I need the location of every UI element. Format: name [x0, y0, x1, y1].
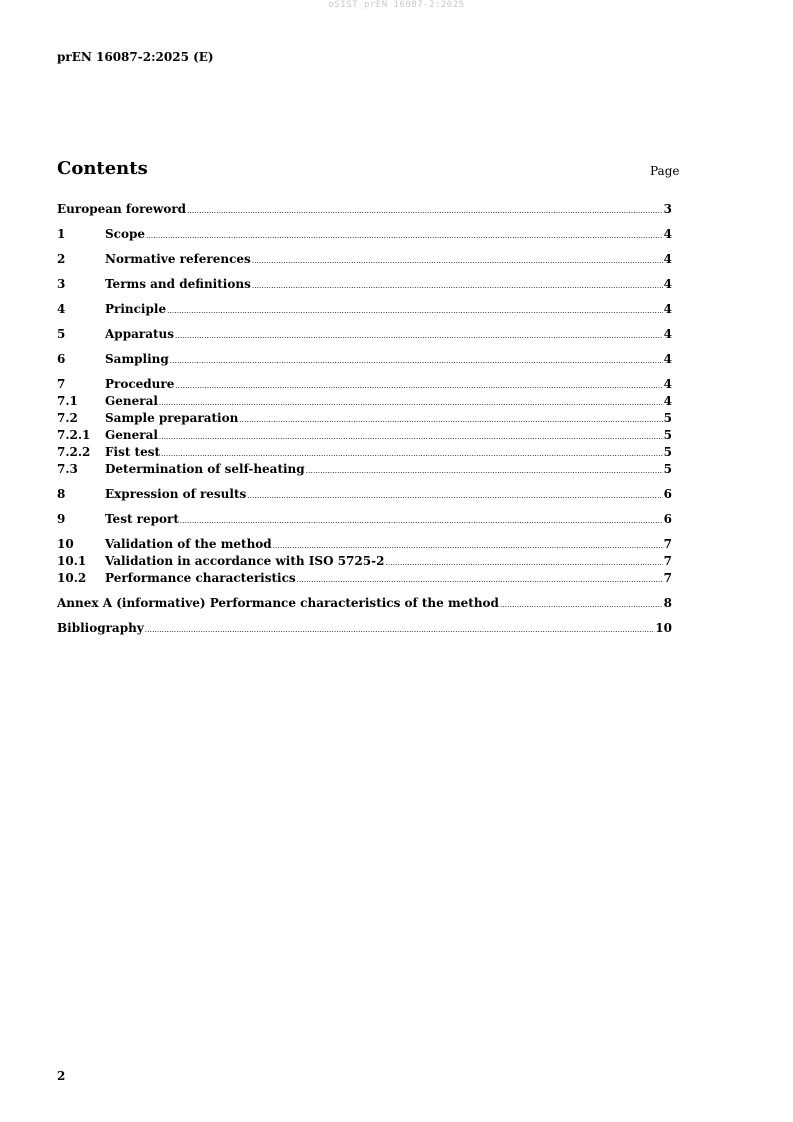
- toc-entry-page: 4: [663, 302, 672, 316]
- toc-entry-number: 7.3: [57, 462, 78, 476]
- toc-entry-number: 10.2: [57, 571, 87, 585]
- toc-entry-page: 5: [663, 411, 672, 425]
- toc-entry[interactable]: [57, 570, 672, 587]
- toc-entry[interactable]: [57, 536, 672, 553]
- toc-entry-page: 4: [663, 277, 672, 291]
- toc-entry[interactable]: [57, 620, 672, 637]
- toc-entry-title: Validation of the method: [105, 537, 272, 551]
- toc-entry-title: Procedure: [105, 377, 175, 391]
- toc-entry-title: Scope: [105, 227, 146, 241]
- toc-entry-title: General: [105, 394, 158, 408]
- dot-leader: [297, 572, 663, 589]
- page-column-label: Page: [650, 164, 680, 178]
- toc-entry-title: Bibliography: [57, 621, 144, 635]
- toc-entry-number: 3: [57, 277, 66, 291]
- toc-entry[interactable]: [57, 326, 672, 343]
- toc-entry-title: Fist test: [105, 445, 161, 459]
- document-reference: prEN 16087-2:2025 (E): [57, 50, 214, 64]
- toc-entry[interactable]: [57, 301, 672, 318]
- dot-leader: [175, 328, 663, 345]
- dot-leader: [175, 378, 662, 395]
- toc-entry-number: 7.2.2: [57, 445, 91, 459]
- dot-leader: [170, 353, 663, 370]
- toc-entry-number: 7.2: [57, 411, 78, 425]
- dot-leader: [180, 513, 663, 530]
- toc-entry-page: 6: [663, 512, 672, 526]
- toc-entry-number: 7.2.1: [57, 428, 91, 442]
- toc-entry-title: Terms and definitions: [105, 277, 251, 291]
- toc-entry-title: Expression of results: [105, 487, 247, 501]
- dot-leader: [247, 488, 662, 505]
- toc-entry[interactable]: [57, 226, 672, 243]
- toc-entry-page: 7: [663, 537, 672, 551]
- dot-leader: [306, 463, 663, 480]
- table-of-contents: [57, 201, 672, 637]
- dot-leader: [252, 278, 663, 295]
- toc-entry-page: 5: [663, 428, 672, 442]
- toc-entry-page: 4: [663, 252, 672, 266]
- dot-leader: [500, 597, 663, 614]
- toc-entry-title: Apparatus: [105, 327, 174, 341]
- dot-leader: [252, 253, 663, 270]
- toc-entry-title: European foreword: [57, 202, 187, 216]
- toc-entry-number: 1: [57, 227, 66, 241]
- toc-entry-title: Principle: [105, 302, 167, 316]
- toc-entry-number: 6: [57, 352, 66, 366]
- toc-entry-page: 7: [663, 554, 672, 568]
- toc-entry-page: 3: [663, 202, 672, 216]
- toc-entry[interactable]: [57, 351, 672, 368]
- toc-entry[interactable]: [57, 276, 672, 293]
- toc-entry-title: Determination of self-heating: [105, 462, 305, 476]
- toc-entry-page: 5: [663, 462, 672, 476]
- toc-entry-number: 10.1: [57, 554, 87, 568]
- toc-entry-number: 2: [57, 252, 66, 266]
- toc-entry-page: 4: [663, 377, 672, 391]
- dot-leader: [146, 228, 663, 245]
- dot-leader: [239, 412, 662, 429]
- toc-entry-title: Sampling: [105, 352, 169, 366]
- toc-entry[interactable]: [57, 444, 672, 461]
- toc-entry-number: 8: [57, 487, 66, 501]
- toc-entry[interactable]: [57, 461, 672, 478]
- toc-entry-number: 4: [57, 302, 66, 316]
- dot-leader: [145, 622, 655, 639]
- dot-leader: [159, 429, 663, 446]
- toc-entry-page: 8: [663, 596, 672, 610]
- toc-entry[interactable]: [57, 201, 672, 218]
- toc-entry[interactable]: [57, 393, 672, 410]
- toc-entry-page: 4: [663, 227, 672, 241]
- watermark: oSIST prEN 16087-2:2025: [328, 0, 465, 10]
- toc-entry-number: 9: [57, 512, 66, 526]
- toc-entry-title: General: [105, 428, 158, 442]
- toc-entry[interactable]: [57, 410, 672, 427]
- toc-entry-number: 10: [57, 537, 74, 551]
- toc-entry[interactable]: [57, 511, 672, 528]
- toc-entry[interactable]: [57, 486, 672, 503]
- toc-entry-page: 4: [663, 327, 672, 341]
- toc-entry[interactable]: [57, 427, 672, 444]
- toc-entry[interactable]: [57, 553, 672, 570]
- dot-leader: [167, 303, 663, 320]
- toc-entry-title: Test report: [105, 512, 179, 526]
- contents-heading: Contents: [57, 158, 148, 179]
- toc-entry-page: 10: [655, 621, 672, 635]
- toc-entry-title: Normative references: [105, 252, 251, 266]
- toc-entry-page: 4: [663, 352, 672, 366]
- toc-entry-page: 4: [663, 394, 672, 408]
- toc-entry-number: 7: [57, 377, 66, 391]
- toc-entry[interactable]: [57, 251, 672, 268]
- page-number: 2: [57, 1069, 66, 1083]
- toc-entry-title: Performance characteristics: [105, 571, 296, 585]
- toc-entry-page: 6: [663, 487, 672, 501]
- toc-entry-title: Validation in accordance with ISO 5725-2: [105, 554, 385, 568]
- toc-entry-title: Sample preparation: [105, 411, 239, 425]
- toc-entry[interactable]: [57, 376, 672, 393]
- toc-entry[interactable]: [57, 595, 672, 612]
- toc-entry-number: 7.1: [57, 394, 78, 408]
- dot-leader: [187, 203, 663, 220]
- toc-entry-title: Annex A (informative) Performance characteristics of the method: [57, 596, 499, 610]
- toc-entry-number: 5: [57, 327, 66, 341]
- toc-entry-page: 5: [663, 445, 672, 459]
- dot-leader: [385, 555, 662, 572]
- toc-entry-page: 7: [663, 571, 672, 585]
